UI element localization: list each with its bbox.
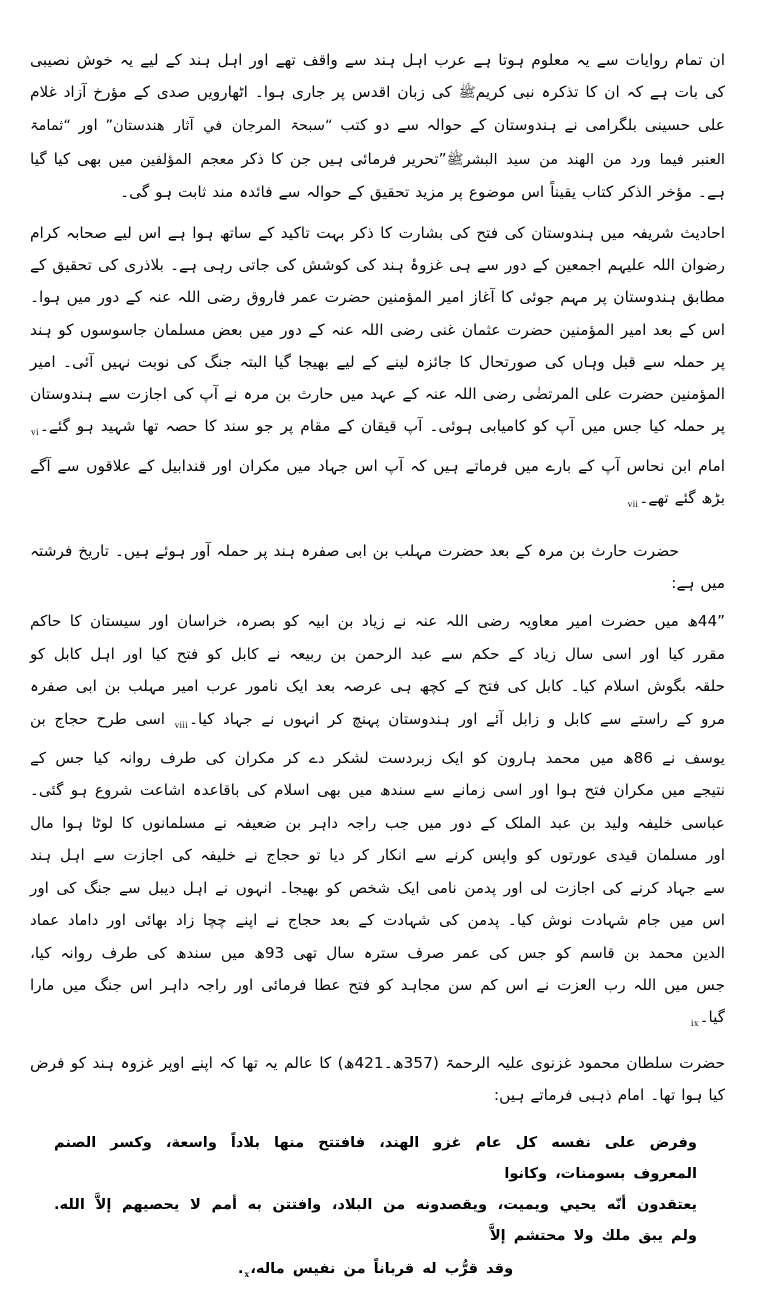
paragraph-2 — [30, 217, 725, 521]
paragraph-4-text-a: ”44ھ میں حضرت امیر معاویہ رضی اللہ عنہ نے زیاد بن ابیہ کو بصرہ، خراسان اور سیستان کا حاکم مقرر کیا اور اسی سال زیاد کے حکم سے عبد الرحمن بن ربیعہ نے کابل کو فتح کیا اور اہل کابل کو حلقہ بگوش اسلام کیا۔ کابل کی فتح کے کچھ ہی عرصہ بعد ایک نامور عرب امیر مہلب بن ابی صفرہ مرو کے راستے سے کابل و زابل آئے اور ہندوستان پہنچ کر انہوں نے جہاد کیا۔ — [30, 612, 725, 728]
honorific-icon: ﷺ — [458, 85, 476, 102]
paragraph-1-part-c: ”تحریر فرمائی ہیں جن کا ذکر — [241, 149, 447, 168]
quote-block-spacer — [30, 1111, 725, 1127]
paragraph-1-part-d: میں بھی کیا گیا ہے۔ مؤخر الذکر کتاب یقیناً اس موضوع پر مزید تحقیق کے حوالہ سے فائدہ مند ثابت ہو گی۔ — [30, 149, 725, 201]
paragraph-spacer-2 — [30, 521, 725, 535]
arabic-quote-line-2: يعتقدون أنّه يحيي ويميت، ويقصدونه من البلاد، وافتتن به أمم لا يحصيهم إلاَّ الله. ولم يبق ملك ولا محتشم إلاَّ — [54, 1196, 697, 1245]
paragraph-1 — [30, 44, 725, 208]
footnote-marker-x[interactable]: x — [244, 1270, 250, 1281]
footnote-marker-viii[interactable]: viii — [174, 720, 189, 731]
conjunction-and: اور — [78, 116, 98, 135]
paragraph-4-quotation — [30, 605, 725, 1040]
footnote-marker-vi[interactable]: vi — [31, 428, 39, 439]
footnote-marker-vii[interactable]: vii — [627, 499, 639, 510]
paragraph-4-text-b: اسی طرح حجاج بن یوسف نے 86ھ میں محمد ہارون کو ایک زبردست لشکر دے کر مکران کی طرف روانہ کیا جس کے نتیجے میں مکران فتح ہوا اور اسی زمانے سے سندھ میں بھی اسلام کی باقاعدہ اشاعت شروع ہو گئی۔ عباسی خلیفہ ولید بن عبد الملک کے دور میں جب راجہ داہر بن ضعیفہ نے مسلمانوں کا لوٹا ہوا مال اور مسلمان قیدی عورتوں کو واپس کرنے سے انکار کر دیا تو حجاج نے خلیفہ کی اجازت سے اہل ہند سے جہاد کرنے کی اجازت لی اور پدمن نامی ایک شخص کو بھیجا۔ انہوں نے اہل دیبل سے جنگ کی اور اس میں جام شہادت نوش کیا۔ پدمن کی شہادت کے بعد حجاج نے اپنے چچا زاد بھائی اور داماد عماد الدین محمد بن قاسم کو جس کی عمر صرف سترہ سال تھی 93ھ میں سندھ کی طرف روانہ کیا، جس میں اللہ رب العزت نے اس کم سن مجاہد کو فتح عطا فرمائی اور راجہ داہر اس جنگ میں مارا گیا۔ — [30, 709, 725, 1027]
paragraph-5: حضرت سلطان محمود غزنوی علیہ الرحمۃ (357ھ۔421ھ) کا عالم یہ تھا کہ اپنے اوپر غزوہ ہند کو فرض کیا ہوا تھا۔ امام ذہبی فرماتے ہیں: — [30, 1053, 725, 1104]
paragraph-2-text-b: امام ابن نحاس آپ کے بارے میں فرماتے ہیں کہ آپ اس جہاد میں مکران اور قندابیل کے علاقوں سے آگے بڑھ گئے تھے۔ — [30, 456, 725, 507]
footnote-marker-ix[interactable]: ix — [690, 1019, 699, 1030]
paragraph-1-part-b: کی زبان اقدس پر جاری ہوا۔ اٹھارویں صدی کے مؤرخ آزاد غلام علی حسینی بلگرامی نے ہندوستان کے حوالہ سے دو کتب — [30, 83, 725, 135]
book-title-2: “ثمامۃ العنبر فيما ورد من الهند من سيد البشر — [30, 117, 725, 168]
book-title-3: معجم المؤلفین — [139, 150, 235, 168]
paragraph-3: حضرت حارث بن مرہ کے بعد حضرت مہلب بن ابی صفرہ ہند پر حملہ آور ہوئے ہیں۔ تاریخ فرشتہ میں ہے: — [30, 542, 725, 593]
paragraph-spacer — [30, 208, 725, 214]
arabic-quote-line-3-text: وقد قرُّب له قرباناً من نفيس ماله، — [250, 1260, 514, 1278]
honorific-icon-2: ﷺ — [446, 151, 464, 168]
paragraph-2-text: احادیث شریفہ میں ہندوستان کی فتح کی بشارت کا ذکر بہت تاکید کے ساتھ ہوا ہے اس لیے صحابہ کرام رضوان اللہ علیہم اجمعین کے دور سے ہی غزوۂ ہند کی کوشش کی جاتی رہی ہے۔ بلاذری کی تحقیق کے مطابق ہندوستان پر مہم جوئی کا آغاز امیر المؤمنین حضرت عمر فاروق رضی اللہ عنہ کے دور میں ہوا۔ اس کے بعد امیر المؤمنین حضرت عثمان غنی رضی اللہ عنہ کے دور میں بعض مسلمان جاسوسوں کو ہند پر حملہ سے قبل وہاں کی صورتحال کا جائزہ لینے کے لیے بھیجا گیا البتہ جنگ کی نوبت نہیں آئی۔ امیر المؤمنین حضرت علی المرتضٰی رضی اللہ عنہ کے عہد میں حارث بن مرہ نے آپ کی اجازت سے ہندوستان پر حملہ کیا جس میں آپ کو کامیابی ہوئی۔ آپ قیقان کے مقام پر جو سند کا حصہ تھا شہید ہو گئے۔ — [30, 224, 725, 436]
arabic-quote-line-3: وقد قرُّب له قرباناً من نفيس $ماله،_x$. — [237, 1260, 514, 1281]
paragraph-1-part-a: ان تمام روایات سے یہ معلوم ہوتا ہے عرب اہل ہند سے واقف تھے اور اہل ہند کے لیے یہ خوش نصیبی کی بات ہے کہ ان کا تذکرہ نبی کریم — [30, 51, 725, 102]
book-title-1: “سبحۃ المرجان في آثار هندستان” — [105, 117, 333, 135]
arabic-quote-line-1: وفرض على نفسه كل عام غزو الهند، فافتتح منها بلاداً واسعة، وكسر الصنم المعروف بسومنات، وكانوا — [54, 1134, 697, 1183]
document-body — [30, 44, 725, 1291]
